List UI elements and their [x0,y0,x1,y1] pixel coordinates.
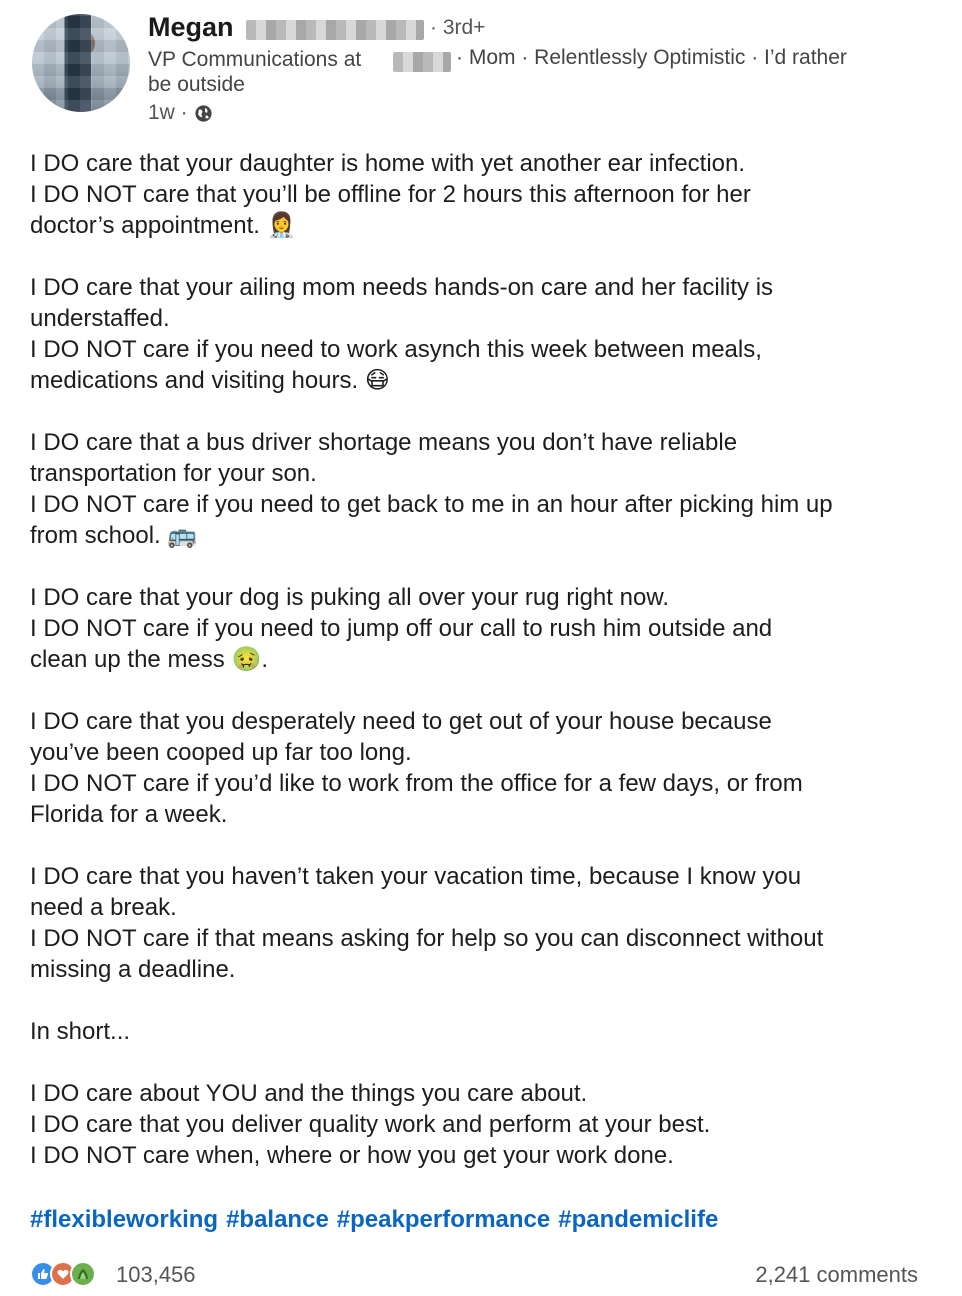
social-counts [30,1258,918,1292]
post-body [30,148,930,1202]
author-avatar[interactable] [32,14,130,112]
hashtag-link[interactable]: #balance [226,1206,329,1233]
post-line: I DO NOT care when, where or how you get your work done. [30,1142,674,1169]
post-line: doctor’s appointment. 👩‍⚕️ [30,212,297,239]
post-line: I DO care that you haven’t taken your vacation time, because I know you [30,863,802,890]
support-icon [70,1261,96,1287]
author-name[interactable]: Megan [148,12,234,42]
hashtag-link[interactable]: #flexibleworking [30,1206,219,1233]
post-line: from school. 🚌 [30,522,198,549]
author-headline-line2: be outside [148,73,245,96]
post-line: missing a deadline. [30,956,236,983]
post-paragraph [30,1016,930,1047]
reaction-count[interactable]: 103,456 [116,1262,196,1287]
post-line: you’ve been cooped up far too long. [30,739,412,766]
post-line: transportation for your son. [30,460,317,487]
redacted-company [393,52,451,72]
post-line: understaffed. [30,305,170,332]
post-line: I DO NOT care if you need to jump off our call to rush him outside and [30,615,773,642]
redacted-surname [246,20,424,40]
post-line: I DO care that your ailing mom needs hands-on care and her facility is [30,274,774,301]
connection-degree: · 3rd+ [430,16,486,39]
post-paragraph [30,1078,930,1171]
post-line: medications and visiting hours. 😷 [30,367,390,394]
post-line: I DO care about YOU and the things you care about. [30,1080,588,1107]
post-line: I DO NOT care if you need to get back to me in an hour after picking him up [30,491,833,518]
post-line: Florida for a week. [30,801,228,828]
hashtag-link[interactable]: #peakperformance [336,1206,551,1233]
post-paragraph [30,272,930,396]
globe-icon [194,104,213,123]
post-line: I DO NOT care that you’ll be offline for 2 hours this afternoon for her [30,181,751,208]
author-headline-suffix: · Mom · Relentlessly Optimistic · I’d rather [456,46,847,69]
post-line: I DO care that your daughter is home with yet another ear infection. [30,150,746,177]
post-line: I DO NOT care if you need to work asynch this week between meals, [30,336,762,363]
post-line: I DO care that your dog is puking all over your rug right now. [30,584,669,611]
post-line: I DO NOT care if that means asking for help so you can disconnect without [30,925,824,952]
post-paragraph [30,706,930,830]
post-paragraph [30,148,930,241]
author-headline-prefix: VP Communications at [148,48,362,71]
post-paragraph [30,582,930,675]
post-time [148,101,213,125]
comments-count[interactable]: 2,241 comments [755,1262,918,1287]
post-line: In short... [30,1018,131,1045]
post-line: I DO care that a bus driver shortage means you don’t have reliable [30,429,738,456]
post-line: need a break. [30,894,177,921]
post-paragraph [30,861,930,985]
post-line: clean up the mess 🤢. [30,646,268,673]
post-age: 1w · [148,101,188,124]
post-line: I DO care that you desperately need to get out of your house because [30,708,772,735]
post-paragraph [30,427,930,551]
hashtag-link[interactable]: #pandemiclife [558,1206,719,1233]
post-line: I DO NOT care if you’d like to work from the office for a few days, or from [30,770,803,797]
reaction-icons[interactable] [30,1261,90,1287]
hashtag-list [30,1206,718,1234]
post-line: I DO care that you deliver quality work and perform at your best. [30,1111,711,1138]
